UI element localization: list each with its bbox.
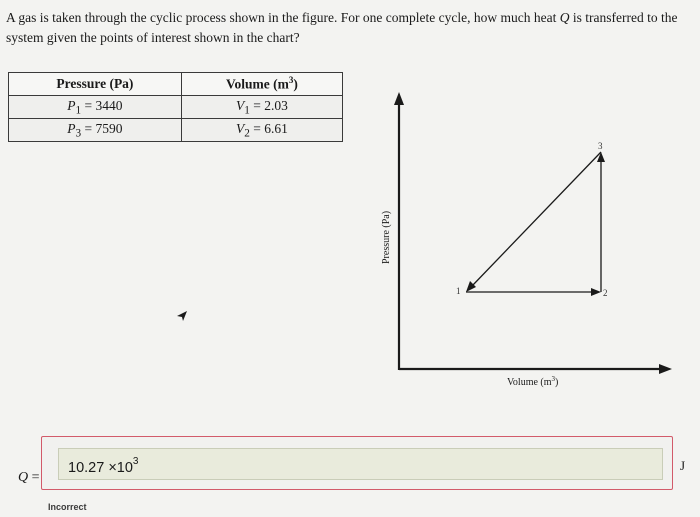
y-axis-label: Pressure (Pa) [381, 210, 392, 264]
table-header-row [9, 73, 343, 96]
arrow-to-2-icon [591, 288, 601, 296]
table-row [9, 96, 343, 119]
x-axis-label: Volume $(m^3)$ [507, 375, 559, 388]
question-text [6, 8, 694, 48]
volume-v2-cell: $V_2 = 6.61$ [181, 119, 342, 142]
question-variable: Q [559, 10, 570, 25]
point-3-label: 3 [598, 141, 603, 151]
question-part-1: A gas is taken through the cyclic process shown in the figure. For one complete cycle, how much heat [6, 10, 560, 25]
volume-v1-cell: $V_1 = 2.03$ [181, 96, 342, 119]
pv-diagram [360, 80, 690, 400]
answer-unit: J [680, 458, 686, 473]
point-1-label: 1 [456, 286, 461, 296]
answer-input[interactable]: $10.27 \times 10^3$ [58, 448, 663, 480]
answer-status: Incorrect [48, 502, 87, 512]
process-3-1 [472, 152, 601, 286]
values-table [8, 72, 343, 142]
pressure-p1-cell: $P_1 = 3440$ [9, 96, 182, 119]
y-axis-arrow-icon [394, 92, 404, 105]
table-row [9, 119, 343, 142]
pressure-p3-cell: $P_3 = 7590$ [9, 119, 182, 142]
answer-label: Q = [18, 470, 40, 485]
arrow-to-3-icon [597, 152, 605, 162]
volume-header: Volume $(m^3)$ [181, 73, 342, 96]
question-part-2: is transferred to the system given the points of interest shown in the chart? [6, 10, 678, 45]
x-axis-arrow-icon [659, 364, 672, 374]
pressure-header: Pressure (Pa) [9, 73, 182, 96]
mouse-cursor-icon [176, 310, 188, 322]
point-2-label: 2 [603, 288, 608, 298]
